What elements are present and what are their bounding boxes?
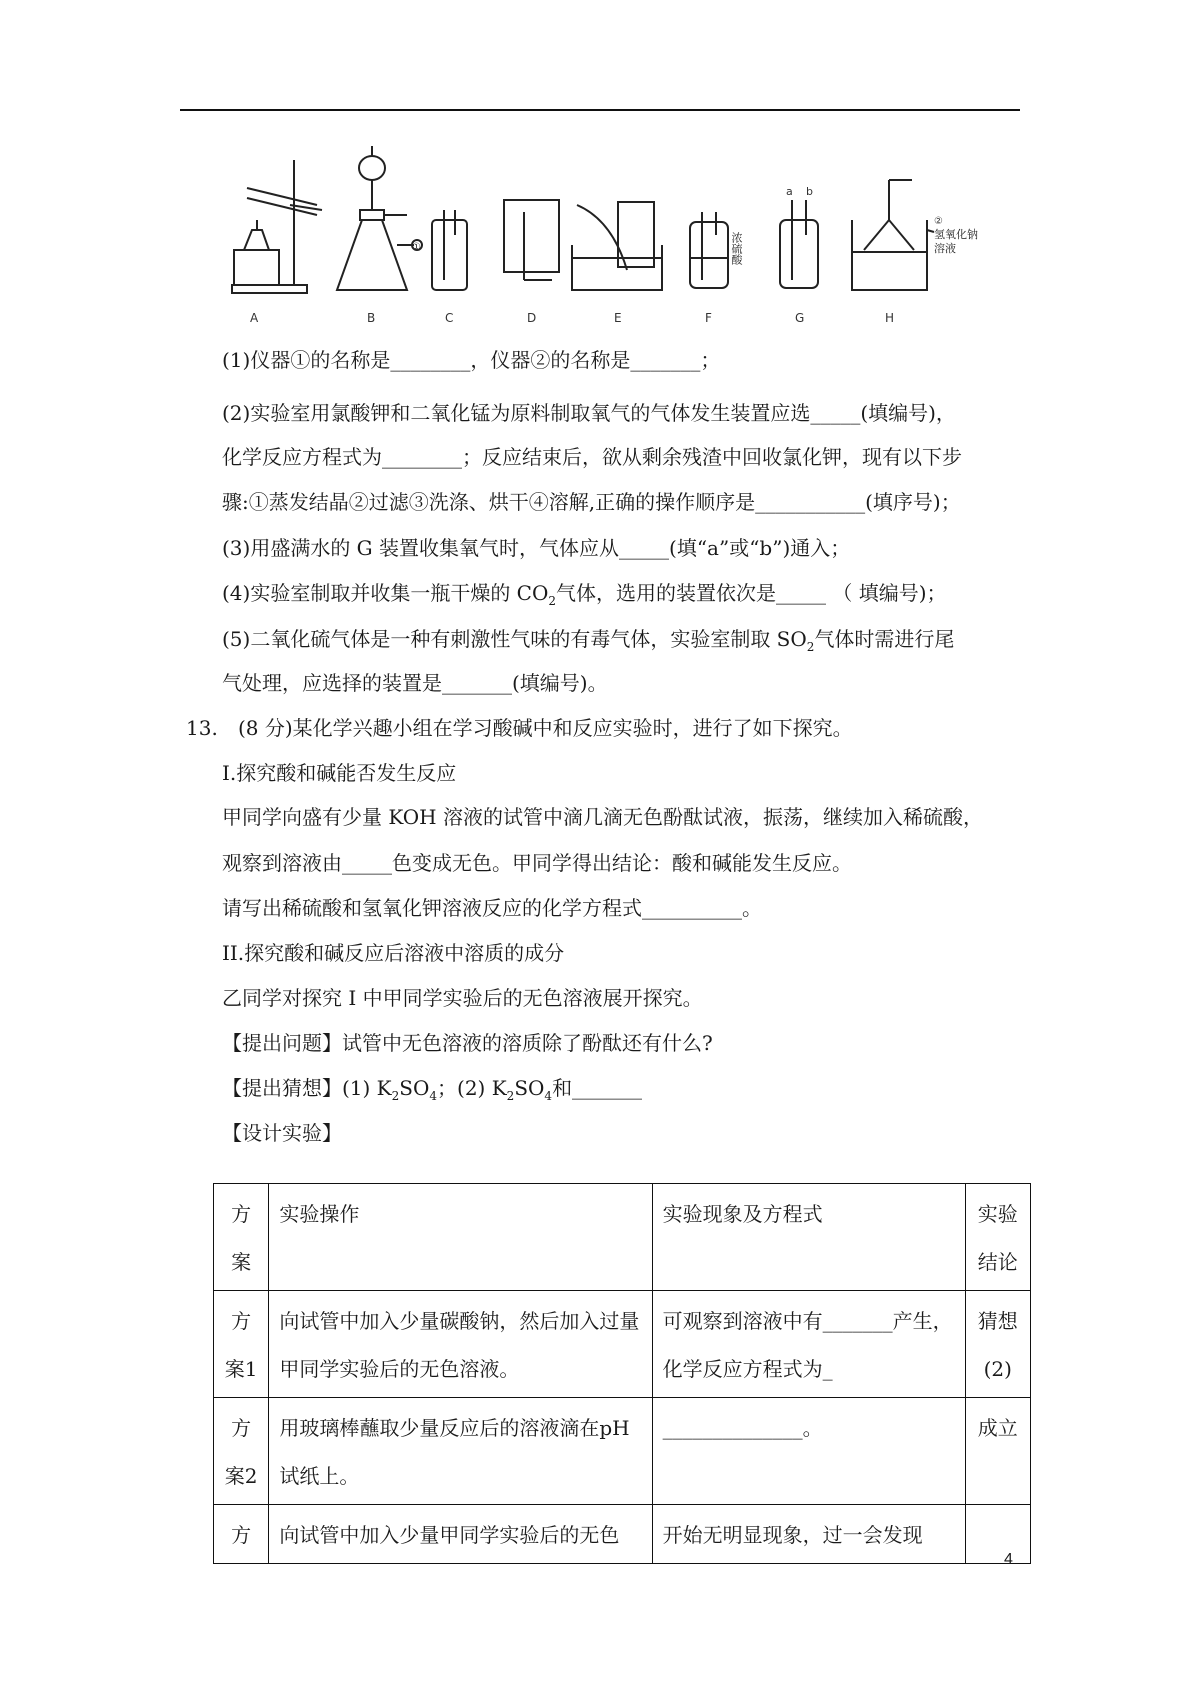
header-conclusion: 实验结论 xyxy=(965,1184,1030,1291)
q12-part2-line3: 骤:①蒸发结晶②过滤③洗涤、烘干④溶解,正确的操作顺序是___________(填序号)； xyxy=(222,490,961,514)
q13-s1-line3: 请写出稀硫酸和氢氧化钾溶液反应的化学方程式__________。 xyxy=(222,896,762,920)
row3-scheme: 方 xyxy=(214,1505,269,1564)
row1-scheme: 方案1 xyxy=(214,1291,269,1398)
table-header-row xyxy=(214,1184,1031,1291)
apparatus-b xyxy=(337,146,422,290)
label-g: G xyxy=(795,311,805,325)
row2-scheme: 方案2 xyxy=(214,1398,269,1505)
apparatus-c xyxy=(432,210,467,290)
marker-2: ② xyxy=(934,216,943,227)
row3-phenomenon: 开始无明显现象，过一会发现 xyxy=(652,1505,965,1564)
row2-operation: 用玻璃棒蘸取少量反应后的溶液滴在pH 试纸上。 xyxy=(269,1398,652,1505)
q13-s2-line1: 乙同学对探究 I 中甲同学实验后的无色溶液展开探究。 xyxy=(222,986,703,1010)
label-f: F xyxy=(705,311,712,325)
q12-part4: (4)实验室制取并收集一瓶干燥的 $CO_2$气体，选用的装置依次是_____ （ 填编号)； xyxy=(222,581,947,608)
table-row xyxy=(214,1398,1031,1505)
port-b: b xyxy=(806,185,813,198)
q12-part5-line2: 气处理，应选择的装置是_______(填编号)。 xyxy=(222,671,608,695)
row3-conclusion xyxy=(965,1505,1030,1564)
apparatus-g xyxy=(780,200,818,288)
header-scheme: 方案 xyxy=(214,1184,269,1291)
apparatus-f xyxy=(690,212,728,288)
q13-hypothesis: 【提出猜想】(1) $K_2SO_4$；(2) $K_2SO_4$和_______ xyxy=(222,1076,643,1103)
q13-s1-line2: 观察到溶液由_____色变成无色。甲同学得出结论：酸和碱能发生反应。 xyxy=(222,851,852,875)
label-b: B xyxy=(367,311,376,325)
marker-1: ① xyxy=(412,242,421,253)
row3-operation: 向试管中加入少量甲同学实验后的无色 xyxy=(269,1505,652,1564)
apparatus-e xyxy=(572,202,662,290)
header-rule xyxy=(180,109,1020,111)
q12-part2-line2: 化学反应方程式为________；反应结束后，欲从剩余残渣中回收氯化钾，现有以下步 xyxy=(222,445,962,469)
table-row xyxy=(214,1505,1031,1564)
apparatus-d xyxy=(504,200,559,280)
row2-conclusion: 成立 xyxy=(965,1398,1030,1505)
header-phenomenon: 实验现象及方程式 xyxy=(652,1184,965,1291)
q13-section2-title: II.探究酸和碱反应后溶液中溶质的成分 xyxy=(222,941,565,965)
label-d: D xyxy=(527,311,537,325)
apparatus-figure xyxy=(222,140,1022,335)
q13-number: 13. xyxy=(186,716,218,740)
label-conc-h2so4: 浓硫酸 xyxy=(730,232,743,265)
page-number: 4 xyxy=(1004,1551,1013,1568)
q13-design: 【设计实验】 xyxy=(222,1121,342,1145)
apparatus-a xyxy=(232,160,322,293)
row2-phenomenon: ______________。 xyxy=(652,1398,965,1505)
label-naoh: 氢氧化钠溶液 xyxy=(934,228,978,255)
q12-part1: (1)仪器①的名称是________，仪器②的名称是_______； xyxy=(222,348,721,372)
port-a: a xyxy=(786,185,793,198)
label-c: C xyxy=(445,311,454,325)
table-row xyxy=(214,1291,1031,1398)
q12-part2-line1: (2)实验室用氯酸钾和二氧化锰为原料制取氧气的气体发生装置应选_____(填编号)， xyxy=(222,401,956,425)
q12-part3: (3)用盛满水的 G 装置收集氧气时，气体应从_____(填“a”或“b”)通入； xyxy=(222,536,851,560)
q12-part5-line1: (5)二氧化硫气体是一种有刺激性气味的有毒气体，实验室制取 $SO_2$气体时需进行尾 xyxy=(222,627,955,654)
label-a: A xyxy=(250,311,259,325)
q13-s1-line1: 甲同学向盛有少量 KOH 溶液的试管中滴几滴无色酚酞试液，振荡，继续加入稀硫酸， xyxy=(222,805,983,829)
row1-operation: 向试管中加入少量碳酸钠，然后加入过量甲同学实验后的无色溶液。 xyxy=(269,1291,652,1398)
q13-question: 【提出问题】试管中无色溶液的溶质除了酚酞还有什么? xyxy=(222,1031,713,1055)
header-operation: 实验操作 xyxy=(269,1184,652,1291)
experiment-table xyxy=(213,1183,1031,1564)
q13-section1-title: I.探究酸和碱能否发生反应 xyxy=(222,761,457,785)
row1-phenomenon: 可观察到溶液中有_______产生，化学反应方程式为_ xyxy=(652,1291,965,1398)
q13-intro: (8 分)某化学兴趣小组在学习酸碱中和反应实验时，进行了如下探究。 xyxy=(238,716,853,740)
label-h: H xyxy=(885,311,895,325)
label-e: E xyxy=(614,311,622,325)
apparatus-h xyxy=(852,180,934,290)
row1-conclusion: 猜想(2) xyxy=(965,1291,1030,1398)
